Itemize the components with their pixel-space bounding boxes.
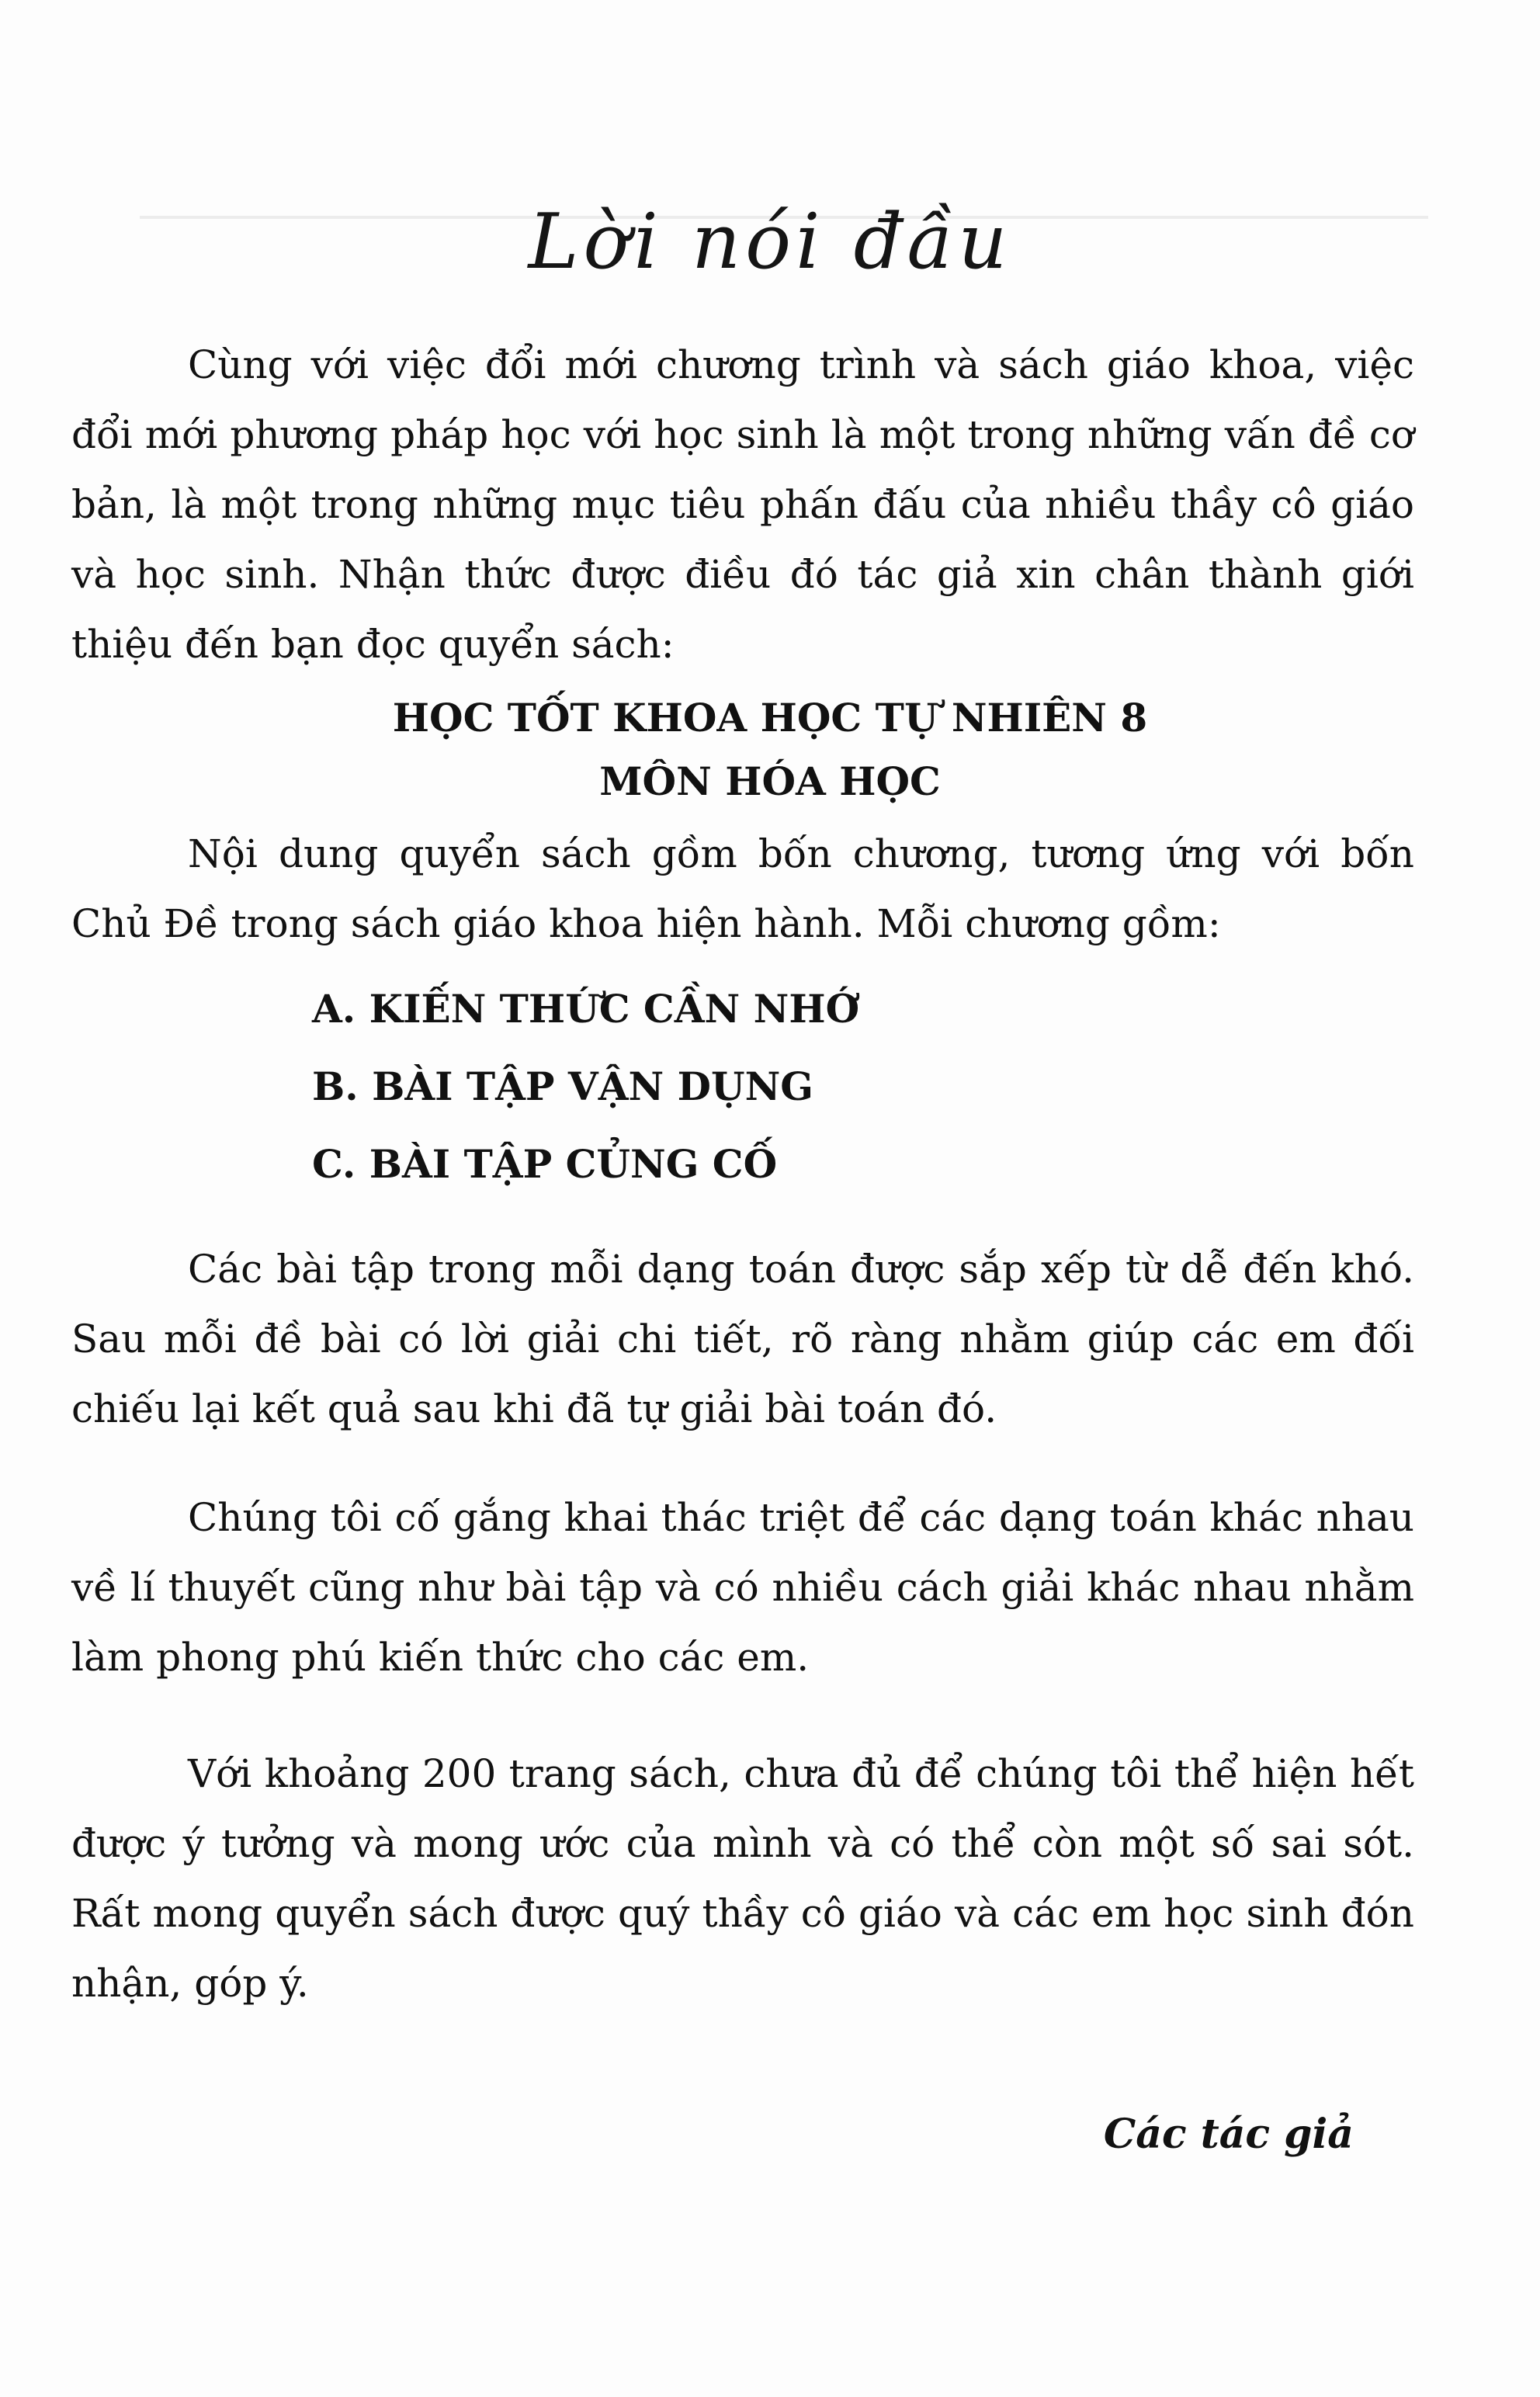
list-item: C. BÀI TẬP CỦNG CỐ bbox=[312, 1141, 778, 1187]
book-title-line-2: MÔN HÓA HỌC bbox=[599, 758, 941, 804]
page-title: Lời nói đầu bbox=[528, 198, 1012, 286]
paragraph-contents: Nội dung quyển sách gồm bốn chương, tương ứng với bốn Chủ Đề trong sách giáo khoa hiện hành. Mỗi chương gồm: bbox=[71, 831, 1414, 946]
list-item: B. BÀI TẬP VẬN DỤNG bbox=[312, 1063, 813, 1109]
list-item: A. KIẾN THỨC CẦN NHỚ bbox=[312, 986, 860, 1032]
signature: Các tác giả bbox=[1103, 2111, 1354, 2158]
paragraph-intro: Cùng với việc đổi mới chương trình và sách giáo khoa, việc đổi mới phương pháp học với học sinh là một trong những vấn đề cơ bản, là một trong những mục tiêu phấn đấu của nhiều thầy cô giáo và học sinh. Nhận thức được điều đó tác giả xin chân thành giới thiệu đến bạn đọc quyển sách: bbox=[71, 342, 1414, 667]
paragraph-closing: Với khoảng 200 trang sách, chưa đủ để chúng tôi thể hiện hết được ý tưởng và mong ước của mình và có thể còn một số sai sót. Rất mong quyển sách được quý thầy cô giáo và các em học sinh đón nhận, góp ý. bbox=[71, 1751, 1414, 2006]
paragraph-exercises: Các bài tập trong mỗi dạng toán được sắp xếp từ dễ đến khó. Sau mỗi đề bài có lời giải chi tiết, rõ ràng nhằm giúp các em đối chiếu lại kết quả sau khi đã tự giải bài toán đó. bbox=[71, 1247, 1414, 1431]
section-list bbox=[312, 970, 859, 1203]
book-title-line-1: HỌC TỐT KHOA HỌC TỰ NHIÊN 8 bbox=[392, 695, 1148, 741]
paragraph-approach: Chúng tôi cố gắng khai thác triệt để các dạng toán khác nhau về lí thuyết cũng như bài tập và có nhiều cách giải khác nhau nhằm làm phong phú kiến thức cho các em. bbox=[71, 1495, 1414, 1680]
